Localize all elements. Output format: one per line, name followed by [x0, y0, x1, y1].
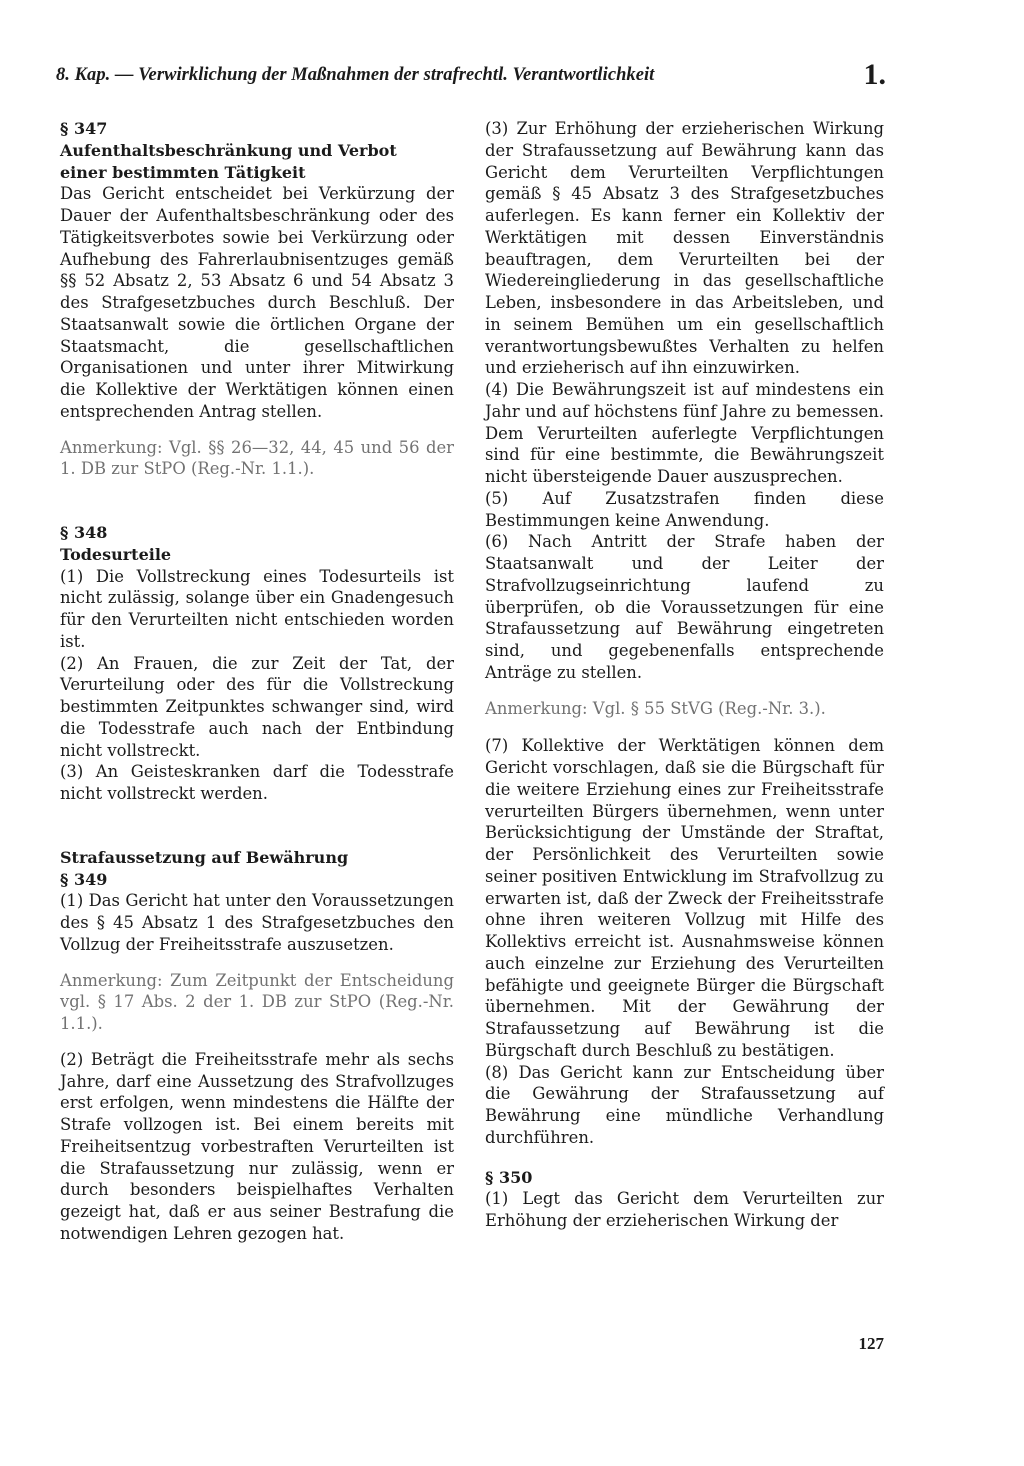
- section-349-para-5: (5) Auf Zusatzstrafen finden diese Bestimmungen keine Anwendung.: [485, 488, 884, 530]
- section-350-para-1: (1) Legt das Gericht dem Verurteilten zur Erhöhung der erzieherischen Wirkung der: [485, 1189, 884, 1230]
- section-348-para-2: (2) An Frauen, die zur Zeit der Tat, der Verurteilung oder des für die Vollstreckung bestimmten Zeitpunktes schwanger sind, wird die Todesstrafe auch nach der Entbindung nicht vollstreckt.: [60, 653, 454, 760]
- section-347-text: Das Gericht entscheidet bei Verkürzung der Dauer der Aufenthaltsbeschränkung oder des Tätigkeitsverbotes sowie bei Verkürzung oder Aufhebung des Fahrerlaubnisentzuges gemäß §§ 52 Absatz 2, 53 Absatz 6 und 54 Absatz 3 des Strafgesetzbuches durch Beschluß. Der Staatsanwalt sowie die örtlichen Organe der Staatsmacht, die gesellschaftlichen Organisationen und unter ihrer Mitwirkung die Kollektive der Werktätigen können einen entsprechenden Antrag stellen.: [60, 184, 454, 421]
- section-350-number: § 350: [485, 1167, 533, 1187]
- section-348-para-1: (1) Die Vollstreckung eines Todesurteils ist nicht zulässig, solange über ein Gnadengesuch für den Verurteilten nicht entschieden worden ist.: [60, 566, 454, 651]
- section-349-para-1: (1) Das Gericht hat unter den Voraussetzungen des § 45 Absatz 1 des Strafgesetzbuches den Vollzug der Freiheitsstrafe auszusetzen.: [60, 891, 454, 954]
- running-header: [56, 58, 886, 92]
- left-column: [60, 118, 454, 1245]
- right-column: [485, 118, 884, 1232]
- section-349-para-7: (7) Kollektive der Werktätigen können dem Gericht vorschlagen, daß sie die Bürgschaft für die weitere Erziehung eines zur Freiheitsstrafe verurteilten Bürgers übernehmen, wenn unter Berücksichtigung der Umstände der Straftat, der Persönlichkeit des Verurteilten sowie seiner positiven Entwicklung im Strafvollzug zu erwarten ist, daß der Zweck der Freiheitsstrafe ohne ihren weiteren Vollzug mit Hilfe des Kollektivs erreicht ist. Ausnahmsweise können auch einzelne zur Erziehung des Verurteilten befähigte und geeignete Bürger die Bürgschaft übernehmen. Mit der Gewährung der Strafaussetzung auf Bewährung ist die Bürgschaft durch Beschluß zu bestätigen.: [485, 736, 884, 1060]
- section-348-para-3: (3) An Geisteskranken darf die Todesstrafe nicht vollstreckt werden.: [60, 762, 454, 803]
- section-349-note-2: Anmerkung: Vgl. § 55 StVG (Reg.-Nr. 3.).: [485, 698, 826, 718]
- section-349-number: § 349: [60, 869, 108, 889]
- section-348-title: Todesurteile: [60, 544, 172, 564]
- section-349-para-4: (4) Die Bewährungszeit ist auf mindestens ein Jahr und auf höchstens fünf Jahre zu bemessen. Dem Verurteilten auferlegte Verpflichtungen sind für eine bestimmte, die Bewährungszeit nicht übersteigende Dauer auszusprechen.: [485, 380, 884, 486]
- section-347-note: Anmerkung: Vgl. §§ 26—32, 44, 45 und 56 der 1. DB zur StPO (Reg.-Nr. 1.1.).: [60, 437, 454, 479]
- subheading-strafaussetzung: Strafaussetzung auf Bewährung: [60, 847, 349, 867]
- section-349-para-6: (6) Nach Antritt der Strafe haben der Staatsanwalt und der Leiter der Strafvollzugseinrichtung laufend zu überprüfen, ob die Voraussetzungen für eine Strafaussetzung auf Bewährung eingetreten sind, und gegebenenfalls entsprechende Anträge zu stellen.: [485, 532, 884, 682]
- section-349-para-8: (8) Das Gericht kann zur Entscheidung über die Gewährung der Strafaussetzung auf Bewährung eine mündliche Verhandlung durchführen.: [485, 1062, 884, 1147]
- section-347-number: § 347: [60, 119, 108, 138]
- section-347-title-line1: Aufenthaltsbeschränkung und Verbot: [60, 140, 397, 160]
- section-349-para-3: (3) Zur Erhöhung der erzieherischen Wirkung der Strafaussetzung auf Bewährung kann das Gericht dem Verurteilten Verpflichtungen gemäß § 45 Absatz 3 des Strafgesetzbuches auferlegen. Es kann ferner ein Kollektiv der Werktätigen mit dessen Einverständnis beauftragen, dem Verurteilten bei der Wiedereingliederung in das gesellschaftliche Leben, insbesondere in das Arbeitsleben, und in seinem Bemühen um ein gesellschaftlich verantwortungsbewußtes Verhalten zu helfen und erzieherisch auf ihn einzuwirken.: [485, 119, 884, 378]
- page-number: 127: [858, 1334, 884, 1353]
- chapter-title: 8. Kap. — Verwirklichung der Maßnahmen der strafrechtl. Verantwortlichkeit: [56, 64, 655, 85]
- section-indicator: 1.: [863, 58, 886, 91]
- section-348-number: § 348: [60, 523, 108, 542]
- section-349-note: Anmerkung: Zum Zeitpunkt der Entscheidung vgl. § 17 Abs. 2 der 1. DB zur StPO (Reg.-Nr. 1.1.).: [60, 970, 454, 1033]
- section-349-para-2: (2) Beträgt die Freiheitsstrafe mehr als sechs Jahre, darf eine Aussetzung des Strafvollzuges erst erfolgen, wenn mindestens die Hälfte der Strafe vollzogen ist. Bei einem bereits mit Freiheitsentzug vorbestraften Verurteilten ist die Strafaussetzung nur zulässig, wenn er durch besonders beispielhaftes Verhalten gezeigt hat, daß er aus seiner Bestrafung die notwendigen Lehren gezogen hat.: [60, 1049, 454, 1243]
- section-347-title-line2: einer bestimmten Tätigkeit: [60, 162, 306, 182]
